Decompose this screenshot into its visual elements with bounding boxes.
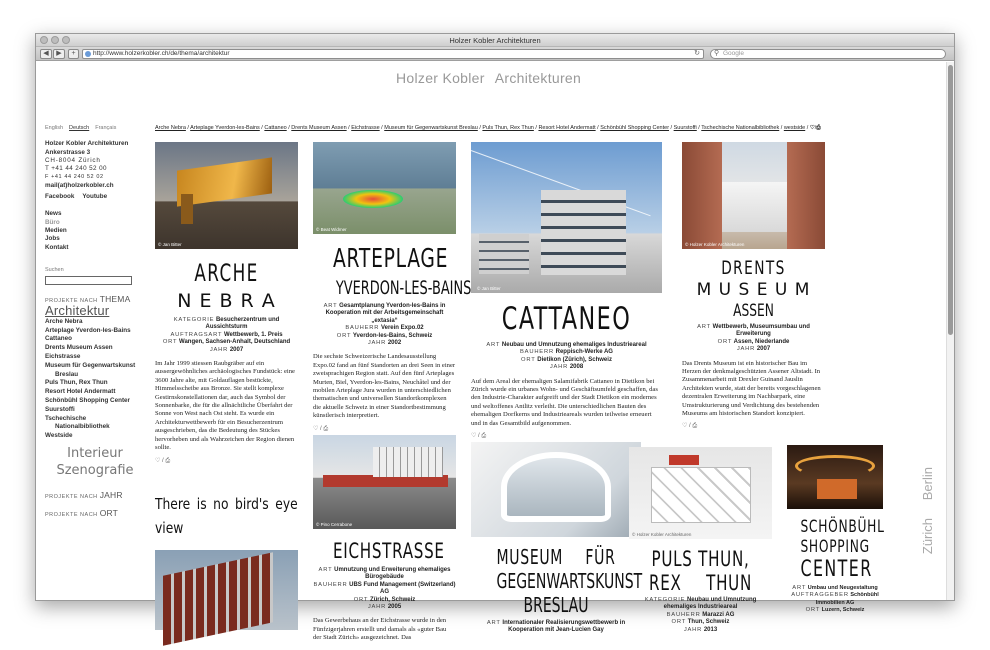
project-title: PULS THUN,	[651, 547, 750, 571]
meta-label: BAUHERR	[666, 611, 701, 618]
meta-label: KATEGORIE	[644, 597, 686, 603]
project-meta	[313, 567, 456, 611]
projects-by-prefix: PROJEKTE NACH	[45, 512, 98, 519]
title-bar	[36, 34, 954, 47]
meta-label: ART	[486, 620, 501, 626]
zoom-window-button[interactable]	[62, 36, 70, 44]
project-link[interactable]: Westside	[45, 432, 73, 440]
print-icon[interactable]: ⎙	[481, 433, 487, 440]
project-description: Auf dem Areal der ehemaligen Salamifabrik Cattaneo in Dietikon bei Zürich wurde ein urbanes Wohn- und Geschäftsumfeld geschaffen, das den Industrie-Charakter aufgreift und der Stadt Dietikon ein modernes und weltoffenes Antlitz verleiht. Die unterschiedlichen Bauten des ehemaligen Dorfkerns und Industrieareals wurden teilweise erneuert und in das Gesamtbild aufgenommen.	[471, 377, 658, 427]
meta-label: ORT	[717, 338, 733, 345]
project-card-puls-thun[interactable]	[629, 447, 772, 634]
back-button[interactable]: ◀	[40, 49, 52, 59]
project-link[interactable]: Breslau	[55, 370, 79, 378]
nav-buero[interactable]: Büro	[45, 218, 60, 226]
image-credit: © Beat Widmer	[316, 227, 347, 232]
project-meta	[682, 324, 825, 354]
meta-value: Assen, Niederlande	[733, 338, 790, 345]
project-subtitle: GEGENWARTSKUNST	[496, 569, 643, 593]
meta-label: ART	[318, 567, 333, 573]
site-brand[interactable]	[396, 70, 591, 86]
project-description: Das Gewerbehaus an der Eichstrasse wurde in den Fünfzigerjahren erstellt und damals als «guter Bau der Stadt Zürich» ausgezeichnet. Das	[313, 617, 447, 642]
projects-by-ort-label: ORT	[99, 508, 119, 519]
image-credit: © Jan Bitter	[158, 242, 182, 247]
projects-by-prefix: PROJEKTE NACH	[45, 493, 98, 500]
meta-label: JAHR	[549, 364, 569, 371]
project-link[interactable]: Tschechische	[45, 414, 87, 422]
print-icon[interactable]: ⎙	[692, 423, 698, 430]
meta-label: ART	[486, 342, 501, 348]
print-icon[interactable]: ⎙	[165, 457, 171, 464]
project-subtitle: SHOPPING	[800, 537, 870, 557]
project-title: MUSEUM FÜR	[496, 545, 616, 569]
address-line: Holzer Kobler Architekturen	[45, 140, 129, 148]
meta-label: ART	[792, 585, 807, 591]
crumb-link[interactable]: Cattaneo	[264, 125, 287, 131]
crumb-link[interactable]: Arteplage Yverdon-les-Bains	[190, 125, 260, 131]
meta-value: Wettbewerb, Museumsumbau und Erweiterung	[712, 324, 810, 338]
nav-news[interactable]: News	[45, 210, 62, 218]
project-subtitle: REX THUN	[649, 571, 752, 595]
project-title: ARTEPLAGE	[333, 244, 449, 274]
meta-label: BAUHERR	[345, 325, 380, 332]
meta-label: ORT	[671, 619, 687, 626]
meta-label: ORT	[805, 607, 821, 614]
project-card-breslau[interactable]	[471, 442, 641, 635]
meta-label: JAHR	[209, 346, 229, 353]
social-links	[45, 193, 145, 201]
like-icon[interactable]: ♡	[313, 425, 319, 432]
meta-label: JAHR	[683, 626, 703, 633]
meta-value: Besucherzentrum und Aussichtsturm	[205, 317, 280, 331]
window-title: Holzer Kobler Architekturen	[449, 36, 541, 45]
project-card-arche-nebra[interactable]	[155, 142, 298, 465]
minimize-window-button[interactable]	[51, 36, 59, 44]
meta-value: Wangen, Sachsen-Anhalt, Deutschland	[179, 339, 291, 346]
nav-medien[interactable]: Medien	[45, 226, 67, 234]
crumb-link[interactable]: westside	[783, 125, 806, 131]
meta-value: 2002	[387, 340, 402, 347]
meta-label: BAUHERR	[520, 349, 554, 356]
projects-by-jahr-label: JAHR	[99, 489, 123, 500]
site-search-input[interactable]	[45, 276, 132, 285]
fax-line: F +41 44 240 52 02	[45, 174, 104, 181]
crumb-link[interactable]: Tschechische Nationalbibliothek	[701, 125, 780, 131]
add-bookmark-button[interactable]: +	[68, 49, 79, 59]
meta-label: ORT	[353, 596, 369, 603]
phone-line: T +41 44 240 52 00	[45, 165, 107, 173]
architektur-heading[interactable]: Architektur	[45, 303, 110, 319]
project-meta	[155, 317, 298, 354]
project-description: Das Drents Museum ist ein historischer Bau im Herzen der denkmalgeschützten Assener Altstadt. In Zusammenarbeit mit Drexler Guinand Jauslin Architekten wurde, statt der bereits vorgeschlagenen dezentralen Erweiterung im Nachbarpark, eine Umstrukturierung und Verdichtung des bestehenden Museums am historischen Standort konzipiert.	[682, 359, 821, 418]
facebook-link[interactable]: Facebook	[45, 193, 75, 201]
crumb-link[interactable]: Eichstrasse	[351, 125, 380, 131]
project-link[interactable]: Puls Thun, Rex Thun	[45, 379, 108, 387]
scrollbar-thumb[interactable]	[948, 65, 953, 335]
main-nav	[45, 210, 145, 251]
browser-toolbar	[36, 47, 954, 61]
nav-jobs[interactable]: Jobs	[45, 235, 60, 243]
like-icon[interactable]: ♡	[155, 457, 161, 464]
like-icon[interactable]: ♡	[682, 423, 688, 430]
city-zuerich[interactable]: Zürich	[920, 518, 935, 555]
project-subtitle: N E B R A	[177, 290, 276, 312]
brand-subtitle: Architekturen	[494, 70, 582, 86]
address-line: CH-8004 Zürich	[45, 156, 101, 164]
project-link[interactable]: Cattaneo	[45, 335, 72, 343]
meta-value: Luzern, Schweiz	[821, 607, 865, 614]
search-icon: ⚲	[714, 50, 720, 57]
nav-kontakt[interactable]: Kontakt	[45, 243, 69, 251]
project-image[interactable]	[787, 445, 883, 509]
project-card-schoenbuehl[interactable]	[787, 445, 883, 615]
project-image[interactable]	[155, 550, 298, 630]
brand-name: Holzer Kobler	[396, 70, 485, 86]
window-controls[interactable]	[40, 36, 70, 44]
card-actions: ♡ / ⎙	[471, 433, 487, 440]
meta-value: Umbau und Neugestaltung	[807, 585, 878, 591]
category-szenografie[interactable]: Szenografie	[56, 462, 134, 478]
project-image[interactable]	[629, 447, 772, 539]
project-title: ARCHE	[194, 259, 259, 287]
meta-value: 2008	[569, 364, 584, 371]
meta-value: UBS Fund Management (Switzerland) AG	[349, 581, 456, 596]
meta-value: 2013	[703, 626, 718, 633]
lang-english[interactable]: English	[45, 125, 64, 131]
print-icon[interactable]: ⎙	[816, 125, 821, 131]
project-image[interactable]	[682, 142, 825, 249]
card-actions: ♡ / ⎙	[313, 425, 329, 432]
crumb-link[interactable]: Suurstoffi	[673, 125, 697, 131]
email-link[interactable]: mail(at)holzerkobler.ch	[45, 181, 114, 189]
meta-value: 2005	[387, 604, 402, 611]
project-link[interactable]: Schönbühl Shopping Center	[45, 396, 131, 404]
project-meta	[787, 585, 883, 615]
meta-value: Internationaler Realisierungswettbewerb in Kooperation mit Jean-Lucien Gay	[502, 620, 626, 634]
card-actions: ♡ / ⎙	[155, 457, 171, 464]
print-icon[interactable]: ⎙	[323, 425, 329, 432]
address-line: Ankerstrasse 3	[45, 148, 91, 156]
reload-icon[interactable]: ↻	[694, 50, 700, 57]
project-title: DRENTS	[721, 257, 786, 279]
project-subtitle: ASSEN	[733, 301, 774, 321]
project-link[interactable]: Nationalbibliothek	[55, 423, 110, 431]
project-link[interactable]: Arche Nebra	[45, 317, 83, 325]
vertical-scrollbar[interactable]	[946, 62, 954, 600]
projects-by-prefix: PROJEKTE NACH	[45, 298, 98, 305]
category-interieur[interactable]: Interieur	[67, 445, 123, 461]
projects-by-thema-label: THEMA	[99, 294, 131, 305]
project-card-eichstrasse[interactable]	[313, 435, 456, 643]
image-credit: © Holzer Kobler Architekturen	[685, 242, 745, 247]
project-card-cattaneo[interactable]	[471, 142, 662, 440]
meta-value: Umnutzung und Erweiterung ehemaliges Bürogebäude	[334, 567, 451, 581]
project-link[interactable]: Drents Museum Assen	[45, 344, 113, 352]
meta-label: ORT	[336, 332, 352, 339]
project-link[interactable]: Museum für Gegenwartskunst	[45, 361, 136, 369]
project-image[interactable]	[313, 142, 456, 234]
project-description: Im Jahr 1999 stiessen Raubgräber auf ein aussergewöhnliches archäologisches Fundstück: eine 3600 Jahre alte, mit Goldauflagen bestückte, Himmelsscheibe aus Bronze. Sie stellt komplexe Gestirnskonstellationen dar, auch das Symbol der Sonnenbarke, die für die allnächtliche Überfahrt der Sonne von West nach Ost steht. Es wurde ein Architekturwettbewerb für ein Besucherzentrum ausgeschrieben, das die Bedeutung des Stückes hervorheben und als Wahrzeichen der Region dienen sollte.	[155, 360, 295, 452]
web-page	[36, 62, 946, 642]
projects-by-ort[interactable]	[45, 509, 145, 519]
meta-value: 2007	[756, 346, 771, 353]
project-image[interactable]	[155, 142, 298, 249]
like-icon[interactable]: ♡	[809, 125, 815, 131]
close-window-button[interactable]	[40, 36, 48, 44]
project-list	[45, 318, 145, 441]
search-placeholder: Google	[723, 50, 744, 57]
project-subtitle: YVERDON-LES-BAINS	[335, 277, 472, 299]
birds-eye-card[interactable]	[155, 492, 298, 630]
like-icon[interactable]: ♡	[471, 433, 477, 440]
meta-value: Yverdon-les-Bains, Schweiz	[352, 332, 433, 339]
meta-value: 2007	[229, 346, 244, 353]
crumb-link[interactable]: Drents Museum Assen	[291, 125, 347, 131]
project-card-drents[interactable]	[682, 142, 825, 430]
meta-value: Schönbühl Immobilien AG	[815, 592, 879, 606]
project-image[interactable]	[471, 442, 641, 537]
crumb-link[interactable]: Schönbühl Shopping Center	[600, 125, 670, 131]
forward-button[interactable]: ▶	[53, 49, 65, 59]
project-subtitle: M U S E U M	[696, 280, 811, 300]
meta-value: Wettbewerb, 1. Preis	[223, 331, 283, 338]
meta-label: JAHR	[367, 604, 387, 611]
project-meta	[471, 342, 662, 372]
meta-label: AUFTRAGGEBER	[791, 592, 849, 599]
crumb-link[interactable]: Museum für Gegenwartskunst Breslau	[384, 125, 478, 131]
meta-label: ORT	[521, 356, 536, 363]
city-berlin[interactable]: Berlin	[920, 467, 935, 501]
card-actions: ♡ / ⎙	[682, 423, 698, 430]
image-credit: © Jan Bitter	[477, 286, 501, 291]
meta-value: Reppisch-Werke AG	[555, 349, 613, 356]
address-bar[interactable]	[82, 49, 704, 59]
meta-value: Neubau und Umnutzung ehemaliges Industrieareal	[501, 342, 647, 348]
meta-label: ART	[697, 324, 711, 330]
crumb-link[interactable]: Resort Hotel Andermatt	[538, 125, 596, 131]
project-title: CATTANEO	[501, 301, 632, 337]
crumb-link[interactable]: Puls Thun, Rex Thun	[482, 125, 534, 131]
project-meta	[471, 620, 641, 635]
project-subtitle: BRESLAU	[523, 593, 589, 617]
meta-value: Marazzi AG	[702, 611, 735, 618]
contact-address	[45, 140, 145, 190]
project-title: EICHSTRASSE	[333, 539, 445, 563]
meta-label: KATEGORIE	[173, 317, 215, 323]
office-cities	[920, 467, 934, 572]
meta-value: Zürich, Schweiz	[369, 596, 416, 603]
project-meta	[313, 303, 456, 347]
meta-label: JAHR	[736, 346, 756, 353]
project-image[interactable]	[471, 142, 662, 293]
lang-deutsch[interactable]: Deutsch	[69, 125, 90, 131]
crumb-link[interactable]: Arche Nebra	[155, 125, 186, 131]
project-breadcrumbs: Arche Nebra / Arteplage Yverdon-les-Bains / Cattaneo / Drents Museum Assen / Eichstrasse / Museum für Gegenwartskunst Breslau / Puls Thun, Rex Thun / Resort Hotel Andermatt / Schönbühl Shopping Center / Suurstoffi / Tschechische Nationalbibliothek / westside / ♡/⎙	[155, 125, 821, 131]
project-link[interactable]: Suurstoffi	[45, 405, 75, 413]
meta-value: Thun, Schweiz	[687, 619, 730, 626]
image-credit: © Holzer Kobler Architekturen	[632, 532, 692, 537]
project-link[interactable]: Resort Hotel Andermatt	[45, 388, 116, 396]
search-label: Suchen	[45, 266, 64, 273]
meta-label: BAUHERR	[313, 581, 348, 588]
site-icon	[85, 51, 91, 57]
lang-francais[interactable]: Français	[95, 125, 117, 131]
meta-value: Dietikon (Zürich), Schweiz	[537, 356, 612, 363]
sidebar	[45, 124, 145, 520]
youtube-link[interactable]: Youtube	[82, 193, 108, 201]
url-text: http://www.holzerkobler.ch/de/thema/architektur	[93, 50, 230, 57]
projects-by-jahr[interactable]	[45, 491, 145, 501]
meta-label: ORT	[162, 339, 178, 346]
project-description: Die sechste Schweizerische Landesausstellung Expo.02 fand an fünf Standorten an drei Seen in einer zweisprachigen Region statt. Auf den fünf Arteplages Murten, Biel, Yverdon-les-Bains, Neuchâtel und der mobilen Arteplage Jura wurden in unterschiedlichen thematischen und universellen Standortkomplexen die aktuelle Schweiz in einer Standortbestimmung künstlerisch interpretiert.	[313, 353, 456, 420]
project-subtitle: CENTER	[800, 557, 873, 582]
project-card-arteplage[interactable]	[313, 142, 472, 433]
project-link[interactable]: Arteplage Yverdon-les-Bains	[45, 326, 131, 334]
meta-label: AUFTRAGSART	[170, 331, 223, 338]
search-bar[interactable]	[710, 49, 946, 59]
project-link[interactable]: Eichstrasse	[45, 352, 81, 360]
image-credit: © Pino Cerrabone	[316, 522, 353, 527]
meta-label: JAHR	[367, 340, 387, 347]
project-title: SCHÖNBÜHL	[800, 517, 885, 537]
meta-value: Verein Expo.02	[380, 325, 424, 332]
meta-label: ART	[323, 303, 338, 309]
meta-value: Gesamtplanung Yverdon-les-Bains in Kooperation mit der Arbeitsgemeinschaft „extasia“	[325, 303, 446, 324]
project-meta	[629, 597, 772, 634]
birds-eye-text: There is no bird's eye view	[155, 495, 298, 537]
meta-value: Neubau und Umnutzung ehemaliges Industrieareal	[663, 597, 757, 611]
browser-window	[35, 33, 955, 642]
language-switcher	[45, 124, 145, 132]
project-image[interactable]	[313, 435, 456, 529]
